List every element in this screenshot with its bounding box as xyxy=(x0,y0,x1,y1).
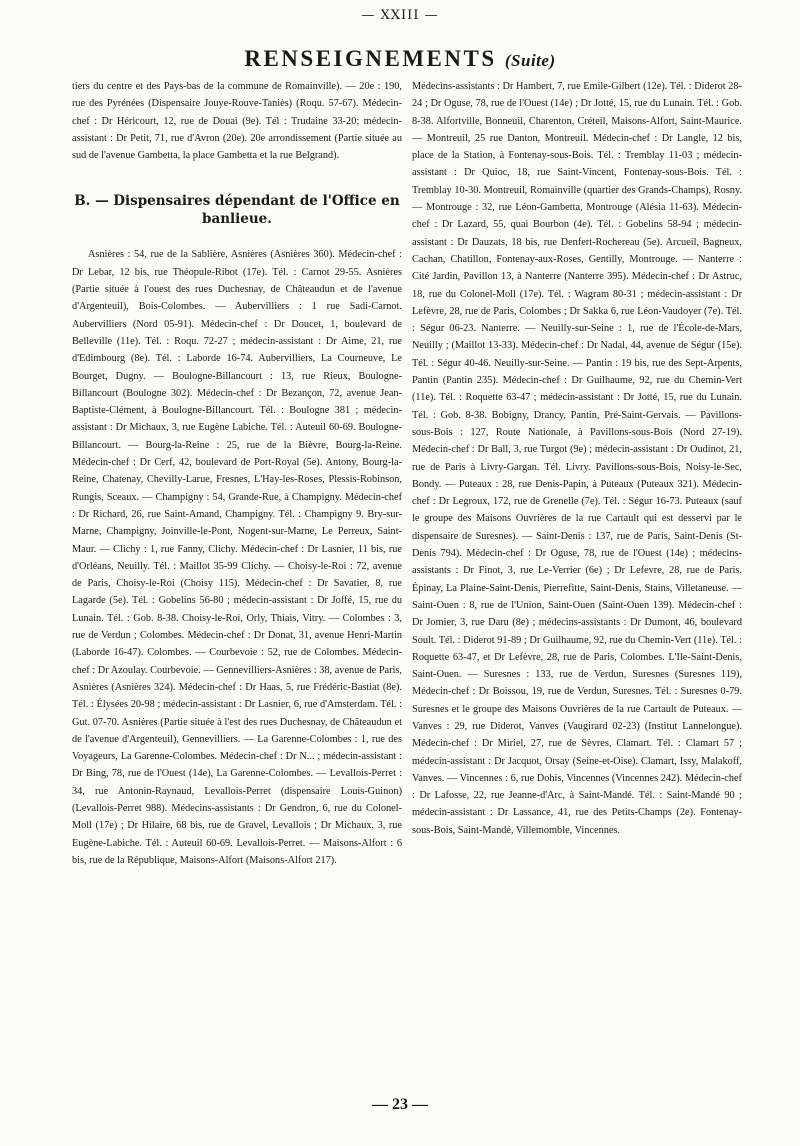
intro-paragraph: tiers du centre et des Pays-bas de la commune de Romainville). — 20e : 190, rue des Pyrénées (Dispensaire Jouye-Rouve-Taniès) (Roqu. 57-67). Médecin-chef : Dr Héricourt, 12, rue de Douai (9e). Tél : Trudaine 33-20; médecin-assistant : Dr Petit, 71, rue d'Avron (20e). 20e arrondissement (Partie située au sud de l'avenue Gambetta, la place Gambetta et la rue Belgrand). xyxy=(72,81,402,162)
title-suffix: (Suite) xyxy=(504,51,556,70)
left-column xyxy=(72,78,402,1078)
right-column xyxy=(412,78,742,1078)
body-paragraph: Asnières : 54, rue de la Sablière, Asnières (Asnières 360). Médecin-chef : Dr Lebar, 12 bis, rue Théopule-Ribot (17e). Tél. : Carnot 29-55. Asnières (Partie située à l'ouest des rues Duchesnay, de Châteaudun et de l'avenue d'Argenteuil), Bois-Colombes. — Aubervilliers : 1 rue Sadi-Carnot. Aubervilliers (Nord 05-91). Médecin-chef : Dr Doucet, 1, boulevard de Belleville (11e). Tél. : Roqu. 72-27 ; médecin-assistant : Dr Aime, 21, rue d'Edimbourg (8e). Tél. : Laborde 16-74. Aubervilliers, La Courneuve, Le Bourget, Dugny. — Boulogne-Billancourt : 13, rue Rieux, Boulogne-Billancourt (Boulogne 302). Médecin-chef : Dr Bezançon, 72, avenue Jean-Baptiste-Clément, à Boulogne-Billancourt. Tél. : Boulogne 381 ; médecin-assistant : Dr Michaux, 3, rue Eugène Labiche. Tél. : Auteuil 60-69. Boulogne-Billancourt. — Bourg-la-Reine : 25, rue de la Bièvre, Bourg-la-Reine. Médecin-chef : Dr Cerf, 42, boulevard de Port-Royal (5e). Antony, Bourg-la-Reine, Chatenay, Chevilly-Larue, Fresnes, L'Hay-les-Roses, Plessis-Robinson, Rungis, Sceaux. — Champigny : 54, Grande-Rue, à Champigny. Médecin-chef : Dr Richard, 26, rue Saint-Amand, Champigny. Tél. : Champigny 9. Bry-sur-Marne, Champigny, Joinville-le-Pont, Nogent-sur-Marne, Le Perreux, Saint-Maur. — Clichy : 1, rue Fanny, Clichy. Médecin-chef : Dr Lasnier, 11 bis, rue d'Orléans, Neuilly. Tél. : Maillot 35-99 Clichy. — Choisy-le-Roi : 72, avenue de Paris, Choisy-le-Roi (Choisy 115). Médecin-chef : Dr Savatier, 8, rue Lagarde (5e). Tél. : Gobelins 56-80 ; médecin-assistant : Dr Joffé, 15, rue du Lunain. Tél. : Gob. 8-38. Choisy-le-Roi, Orly, Thiais, Vitry. — Colombes : 3, rue de Verdun ; Colombes. Médecin-chef : Dr Donat, 31, avenue Henri-Martin (Laborde 16-47). Colombes. — Courbevoie : 52, rue de Colombes. Médecin-chef : Dr Azoulay. Courbevoie. — Gennevilliers-Asnières : 38, avenue de Paris, Asnières (Asnières 324). Médecin-chef : Dr Haas, 5, rue Frédéric-Bastiat (8e). Tél. : Élysées 20-98 ; médecin-assistant : Dr Lasnier, 6, rue d'Amsterdam. Tél. : Gut. 07-70. Asnières (Partie située à l'est des rues Duchesnay, de Châteaudun et de l'avenue d'Argenteuil), Gennevilliers. — La Garenne-Colombes : 1, rue des Voyageurs, La Garenne-Colombes. Médecin-chef : Dr N... ; médecin-assistant : Dr Bing, 78, rue de l'Ouest (14e), La Garenne-Colombes. — Levallois-Perret : 34, rue Antonin-Raynaud, Levallois-Perret (dispensaire Louis-Guinon) (Levallois-Perret 988). Médecins-assistants : Dr Gendron, 6, rue du Colonel-Moll (17e) ; Dr Hilaire, 68 bis, rue de Gravel, Levallois ; Dr Michaux, 3, rue Eugène-Labiche. Tél. : Auteuil 60-69. Levallois-Perret. — Maisons-Alfort : 6 bis, rue de la République, Maisons-Alfort (Maisons-Alfort 217). xyxy=(72,249,402,866)
page-title xyxy=(0,46,800,72)
title-text: RENSEIGNEMENTS xyxy=(244,46,497,71)
section-heading: B. — Dispensaires dépendant de l'Office en banlieue. xyxy=(74,193,400,228)
roman-page-number: — XXIII — xyxy=(361,8,439,23)
page-number: — 23 — xyxy=(372,1096,428,1113)
right-paragraph: Médecins-assistants : Dr Hambert, 7, rue Emile-Gilbert (12e). Tél. : Diderot 28-24 ; Dr Oguse, 78, rue de l'Ouest (14e) ; Dr Jotté, 15, rue du Lunain. Tél. : Gob. 8-38. Alfortville, Bonneuil, Charenton, Créteil, Maisons-Alfort, Saint-Maurice. — Montreuil, 25 rue Danton, Montreuil. Médecin-chef : Dr Langle, 12 bis, place de la Station, à Fontenay-sous-Bois. Tél. : Tremblay 11-03 ; médecin-assistant : Dr Quioc, 18, rue Saint-Vincent, Fontenay-sous-Bois. Tél. : Tremblay 10-30. Montreuil, Romainville (quartier des Grands-Champs), Rosny. — Montrouge : 32, rue Léon-Gambetta, Montrouge (Alésia 11-63). Médecin-chef : Dr Lazard, 55, quai Bourbon (4e). Tél. : Gobelins 58-94 ; médecin-assistant : Dr Dauzats, 18 bis, rue Denfert-Rochereau (5e). Arcueil, Bagneux, Cachan, Chatillon, Fontenay-aux-Roses, Gentilly, Montrouge. — Nanterre : Cité Jardin, Pavillon 13, à Nanterre (Nanterre 395). Médecin-chef : Dr Astruc, 18, rue du Colonel-Moll (17e). Tél. : Wagram 80-31 ; médecin-assistant : Dr Lefèvre, 28, rue de Paris, Colombes ; Dr Sakka 6, rue Léon-Vaudoyer (7e). Tél. : Ségur 06-23. Nanterre. — Neuilly-sur-Seine : 1, rue de l'École-de-Mars, Neuilly ; (Maillot 13-33). Médecin-chef : Dr Nadal, 44, avenue de Ségur (15e). Tél. : Ségur 40-46. Neuilly-sur-Seine. — Pantin : 19 bis, rue des Sept-Arpents, Pantin (Pantin 235). Médecin-chef : Dr Guilhaume, 92, rue du Chemin-Vert (11e). Tél. : Roquette 63-47 ; médecin-assistant : Dr Jotté, 15, rue du Lunain. Tél. : Gob. 8-38. Bobigny, Drancy, Pantin, Pré-Saint-Gervais. — Pavillons-sous-Bois : 127, Route Nationale, à Pavillons-sous-Bois (Nord 27-19). Médecin-chef : Dr Ball, 3, rue Turgot (9e) ; médecin-assistant : Dr Oudinot, 21, rue de Paris à Livry-Gargan. Tél. Livry. Pavillons-sous-Bois, Noisy-le-Sec, Bondy. — Puteaux : 28, rue Denis-Papin, à Puteaux (Puteaux 321). Médecin-chef : Dr Legroux, 172, rue de Grenelle (7e). Tél. : Ségur 16-73. Puteaux (sauf le groupe des Maisons Ouvrières de la rue Cartault qui est desservi par le dispensaire de Suresnes). — Saint-Denis : 137, rue de Paris, Saint-Denis (St-Denis 794). Médecin-chef : Dr Oguse, 78, rue de l'Ouest (14e) ; médecins-assistants : Dr Finot, 3, rue Le-Verrier (6e) ; Dr Lefevre, 28, rue de Paris. Épinay, La Plaine-Saint-Denis, Pierrefitte, Saint-Denis, Stains, Villetaneuse. — Saint-Ouen : 8, rue de l'Union, Saint-Ouen (Saint-Ouen 139). Médecin-chef : Dr Jomier, 3, rue Daru (8e) ; médecins-assistants : Dr Dumont, 46, boulevard Soult. Tél. : Diderot 91-89 ; Dr Guilhaume, 92, rue du Chemin-Vert (11e). Tél. : Roquette 63-47, et Dr Lefèvre, 28, rue de Paris, Colombes. L'Ile-Saint-Denis, Saint-Ouen. — Suresnes : 133, rue de Verdun, Suresnes (Suresnes 119), Médecin-chef : Dr Boissou, 19, rue de Verdun, Suresnes. Tél. : Suresnes 0-79. Suresnes et le groupe des Maisons Ouvrières de la rue Cartault de Puteaux. — Vanves : 29, rue Diderot, Vanves (Vaugirard 02-23) (Institut Lannelongue). Médecin-chef : Dr Miriel, 27, rue de Sèvres, Clamart. Tél. : Clamart 57 ; médecin-assistant : Dr Jacquot, Orsay (Seine-et-Oise). Clamart, Issy, Malakoff, Vanves. — Vincennes : 6, rue Dohis, Vincennes (Vincennes 242). Médecin-chef : Dr Lafosse, 22, rue Jeanne-d'Arc, à Saint-Mandé. Tél. : Saint-Mandé 90 ; médecin-assistant : Dr Lassance, 41, rue des Petits-Champs (2e). Fontenay-sous-Bois, Saint-Mandé, Villemomble, Vincennes. xyxy=(412,81,742,836)
